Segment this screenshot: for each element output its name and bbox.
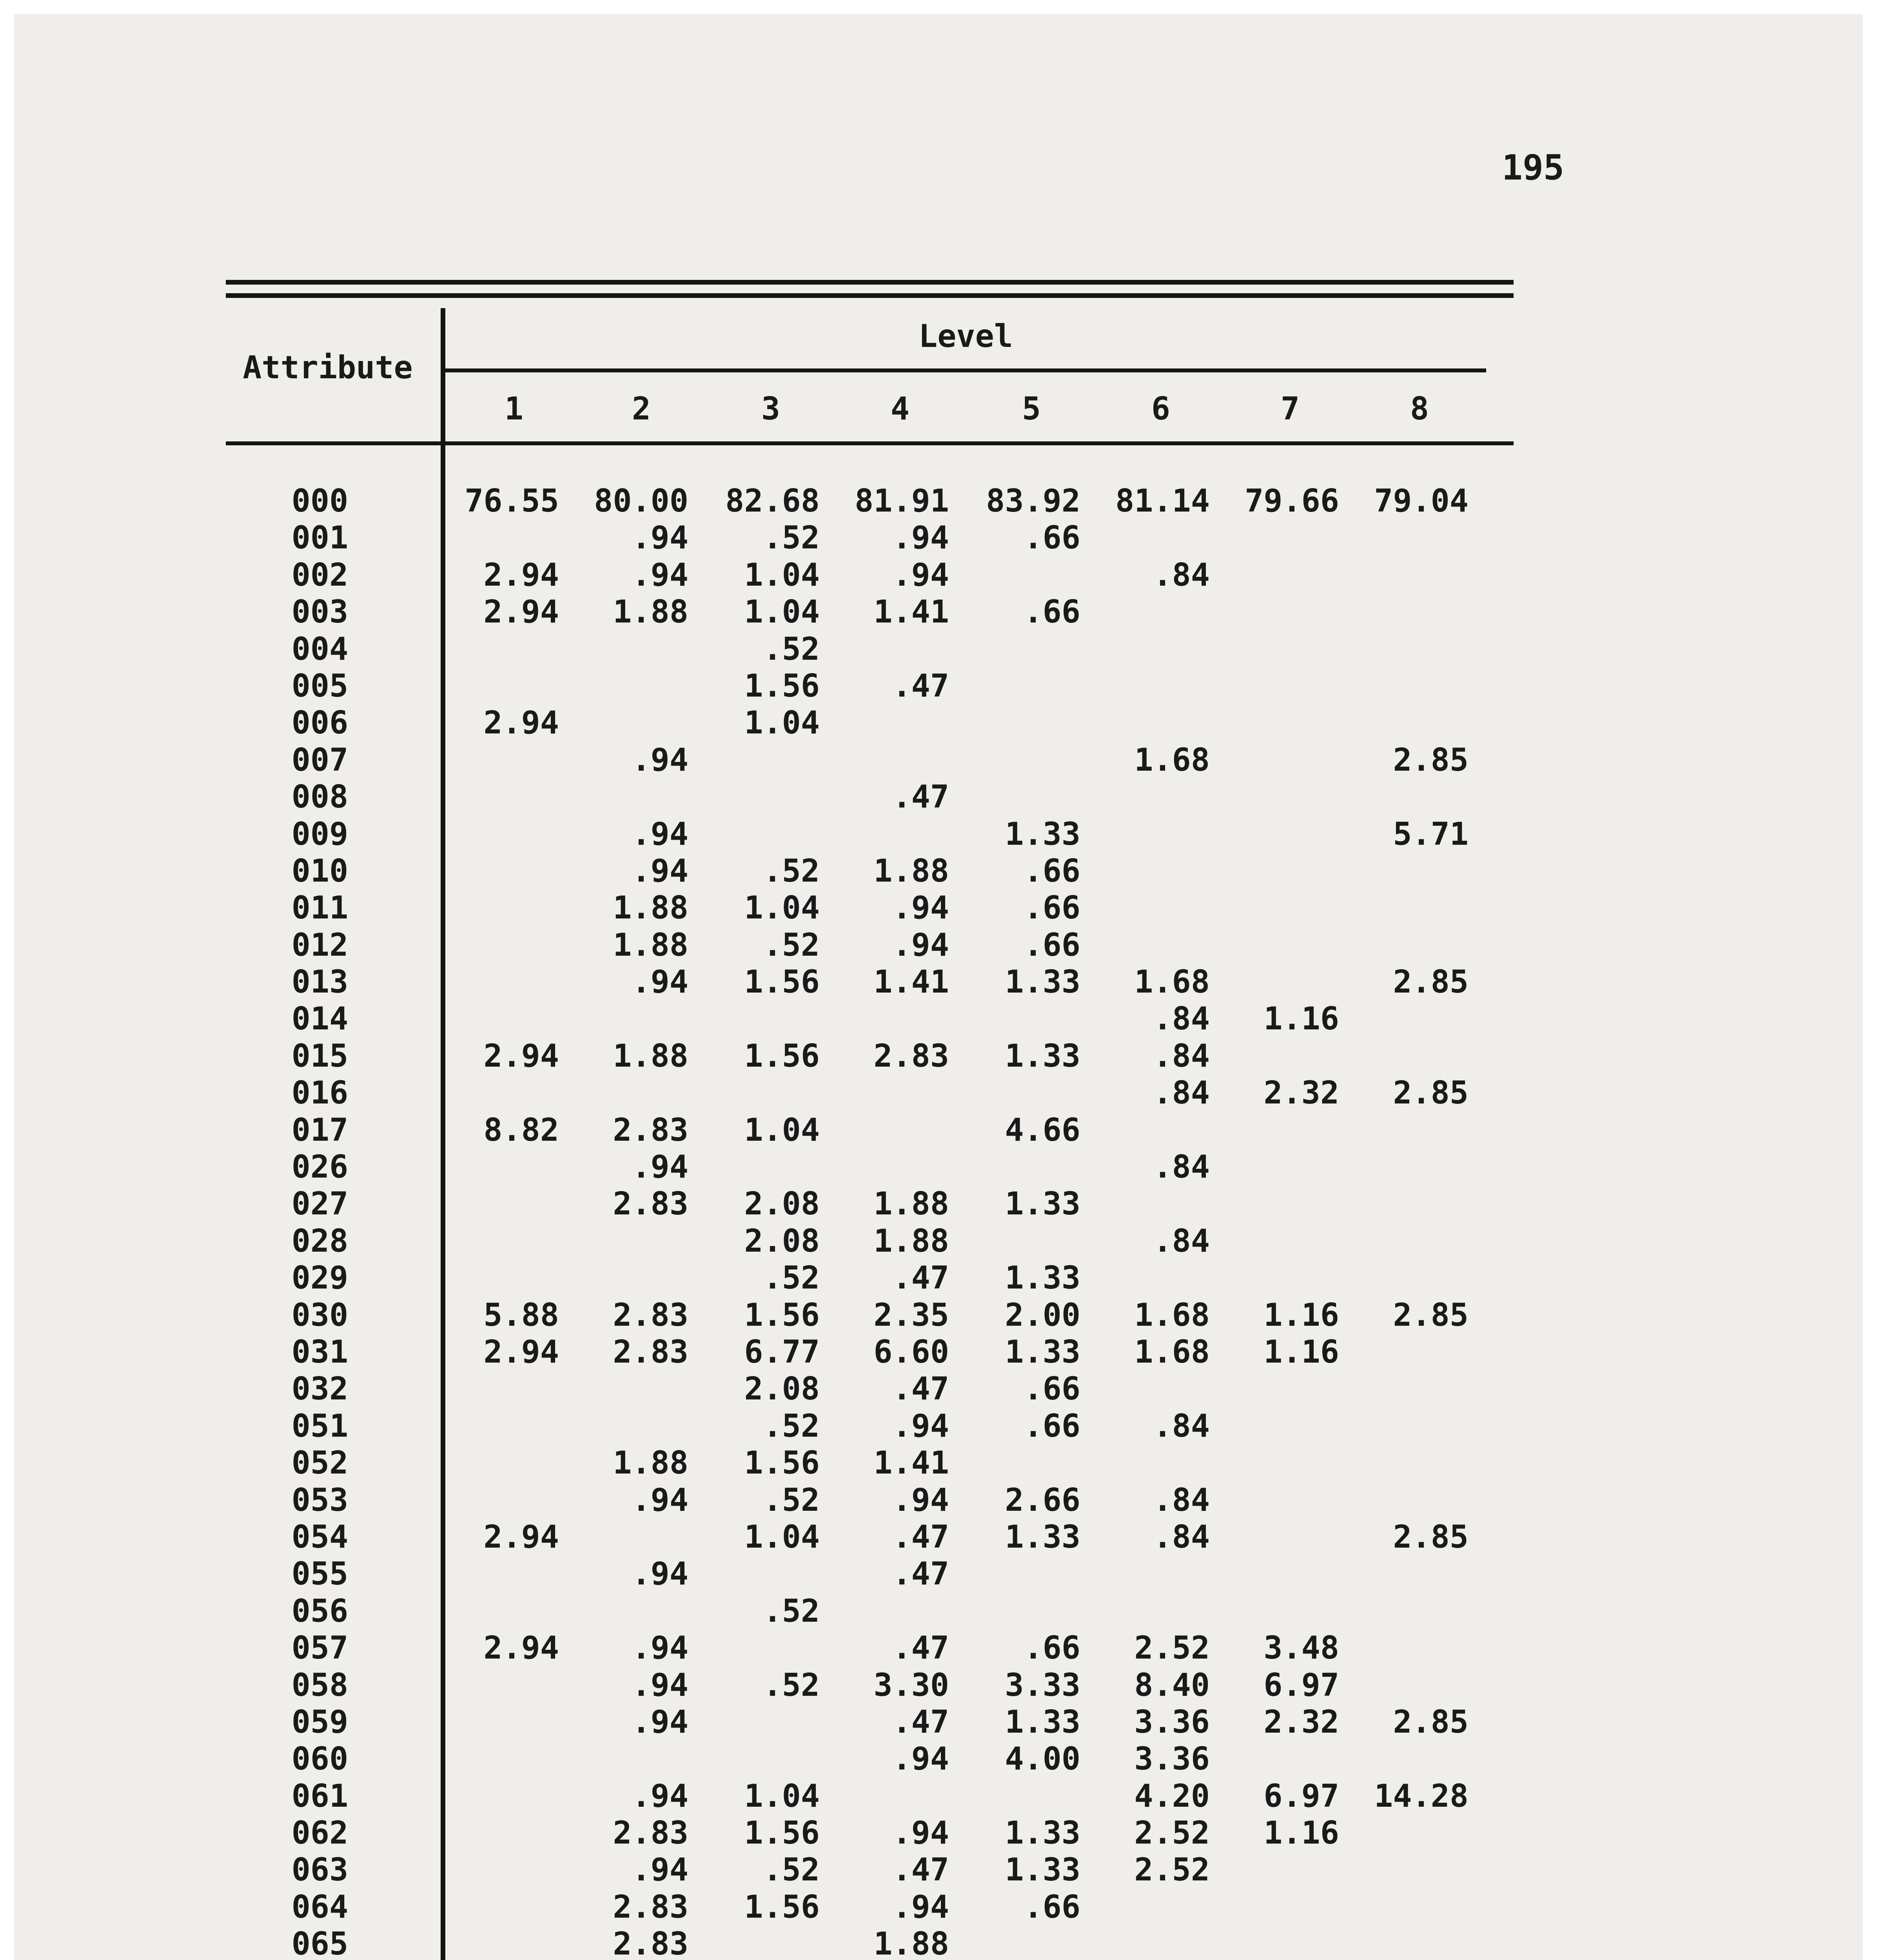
level-5-value: .66 bbox=[1024, 852, 1080, 889]
level-4-value: .47 bbox=[892, 1259, 949, 1296]
level-6-value: .84 bbox=[1153, 1481, 1210, 1518]
attribute-code: 012 bbox=[291, 926, 349, 963]
level-4-value: .47 bbox=[892, 779, 949, 815]
level-6-value: 1.68 bbox=[1134, 741, 1210, 778]
attribute-code: 058 bbox=[291, 1666, 349, 1703]
level-5-value: 1.33 bbox=[1005, 1851, 1080, 1888]
level-2-value: 1.88 bbox=[613, 889, 688, 926]
table-row bbox=[14, 1223, 1543, 1259]
level-3-value: .52 bbox=[763, 1592, 820, 1629]
attribute-code: 005 bbox=[291, 667, 349, 704]
level-6-value: 1.68 bbox=[1134, 1296, 1210, 1333]
level-header-1: 1 bbox=[504, 390, 524, 427]
level-4-value: .47 bbox=[892, 1370, 949, 1407]
level-6-value: .84 bbox=[1153, 1074, 1210, 1111]
table-row bbox=[14, 1370, 1543, 1407]
level-4-value: 3.30 bbox=[873, 1666, 949, 1703]
level-3-value: 2.08 bbox=[744, 1185, 820, 1222]
level-3-value: 1.04 bbox=[744, 1518, 820, 1555]
attribute-code: 010 bbox=[291, 852, 349, 889]
level-5-value: .66 bbox=[1024, 519, 1080, 556]
level-2-value: 80.00 bbox=[594, 483, 688, 519]
table-row bbox=[14, 557, 1543, 593]
level-4-value: 81.91 bbox=[855, 483, 949, 519]
level-6-value: .84 bbox=[1153, 1037, 1210, 1074]
attribute-code: 014 bbox=[291, 1000, 349, 1037]
level-2-value: .94 bbox=[632, 815, 688, 852]
table-row bbox=[14, 1889, 1543, 1926]
table-row bbox=[14, 889, 1543, 926]
level-3-value: .52 bbox=[763, 630, 820, 667]
attribute-code: 007 bbox=[291, 741, 349, 778]
attribute-code: 006 bbox=[291, 704, 349, 741]
level-3-value: 1.56 bbox=[744, 1445, 820, 1481]
level-6-value: 2.52 bbox=[1134, 1815, 1210, 1851]
level-6-value: 1.68 bbox=[1134, 964, 1210, 1000]
attribute-code: 063 bbox=[291, 1851, 349, 1888]
level-2-value: .94 bbox=[632, 852, 688, 889]
table-row bbox=[14, 1259, 1543, 1296]
table-row bbox=[14, 1482, 1543, 1519]
level-1-value: 2.94 bbox=[483, 1037, 559, 1074]
level-7-value: 1.16 bbox=[1263, 1815, 1339, 1851]
level-6-value: 2.52 bbox=[1134, 1851, 1210, 1888]
table-row bbox=[14, 1445, 1543, 1481]
level-2-value: 1.88 bbox=[613, 1445, 688, 1481]
table-row bbox=[14, 668, 1543, 704]
table-row bbox=[14, 1112, 1543, 1149]
page-number: 195 bbox=[1502, 147, 1564, 188]
level-7-value: 1.16 bbox=[1263, 1000, 1339, 1037]
level-2-value: 2.83 bbox=[613, 1815, 688, 1851]
attribute-code: 002 bbox=[291, 556, 349, 593]
level-4-value: 1.88 bbox=[873, 1926, 949, 1960]
table-row bbox=[14, 1667, 1543, 1704]
level-header-rule bbox=[445, 368, 1486, 372]
level-2-value: 1.88 bbox=[613, 1037, 688, 1074]
level-4-value: 1.88 bbox=[873, 852, 949, 889]
level-2-value: .94 bbox=[632, 556, 688, 593]
table-row bbox=[14, 1149, 1543, 1185]
table-row bbox=[14, 519, 1543, 556]
attribute-code: 056 bbox=[291, 1592, 349, 1629]
level-8-value: 2.85 bbox=[1393, 741, 1469, 778]
level-1-value: 2.94 bbox=[483, 1518, 559, 1555]
attribute-code: 057 bbox=[291, 1630, 349, 1666]
level-5-value: 4.66 bbox=[1005, 1111, 1080, 1148]
table-row bbox=[14, 1334, 1543, 1370]
attribute-code: 032 bbox=[291, 1370, 349, 1407]
level-3-value: 1.04 bbox=[744, 1777, 820, 1814]
attribute-code: 031 bbox=[291, 1333, 349, 1370]
level-5-value: 3.33 bbox=[1005, 1666, 1080, 1703]
level-4-value: 1.88 bbox=[873, 1185, 949, 1222]
level-6-value: 3.36 bbox=[1134, 1740, 1210, 1777]
table-row bbox=[14, 1704, 1543, 1740]
level-4-value: .94 bbox=[892, 926, 949, 963]
level-6-value: 4.20 bbox=[1134, 1777, 1210, 1814]
attribute-code: 009 bbox=[291, 815, 349, 852]
level-6-value: .84 bbox=[1153, 1518, 1210, 1555]
table-row bbox=[14, 1000, 1543, 1037]
level-6-value: .84 bbox=[1153, 1149, 1210, 1185]
level-3-value: .52 bbox=[763, 1407, 820, 1444]
attribute-code: 017 bbox=[291, 1111, 349, 1148]
table-row bbox=[14, 1778, 1543, 1815]
level-3-value: 1.56 bbox=[744, 1296, 820, 1333]
level-2-value: 1.88 bbox=[613, 593, 688, 630]
table-body bbox=[14, 483, 1543, 1960]
level-7-value: 2.32 bbox=[1263, 1703, 1339, 1740]
attribute-code: 051 bbox=[291, 1407, 349, 1444]
attribute-code: 059 bbox=[291, 1703, 349, 1740]
level-5-value: 1.33 bbox=[1005, 815, 1080, 852]
level-1-value: 2.94 bbox=[483, 593, 559, 630]
level-2-value: .94 bbox=[632, 1555, 688, 1592]
attribute-code: 011 bbox=[291, 889, 349, 926]
level-3-value: .52 bbox=[763, 926, 820, 963]
level-4-value: .47 bbox=[892, 1555, 949, 1592]
table-row bbox=[14, 927, 1543, 964]
level-5-value: 4.00 bbox=[1005, 1740, 1080, 1777]
level-4-value: .94 bbox=[892, 1481, 949, 1518]
level-3-value: .52 bbox=[763, 1851, 820, 1888]
level-6-value: .84 bbox=[1153, 1407, 1210, 1444]
level-2-value: 2.83 bbox=[613, 1333, 688, 1370]
level-3-value: 1.56 bbox=[744, 1888, 820, 1925]
level-4-value: .47 bbox=[892, 1630, 949, 1666]
level-7-value: 6.97 bbox=[1263, 1666, 1339, 1703]
table-row bbox=[14, 964, 1543, 1000]
table-row bbox=[14, 483, 1543, 519]
level-6-value: 3.36 bbox=[1134, 1703, 1210, 1740]
level-3-value: 1.56 bbox=[744, 667, 820, 704]
attribute-code: 026 bbox=[291, 1149, 349, 1185]
table-row bbox=[14, 1297, 1543, 1334]
table-row bbox=[14, 816, 1543, 853]
attribute-code: 060 bbox=[291, 1740, 349, 1777]
level-7-value: 2.32 bbox=[1263, 1074, 1339, 1111]
level-4-value: .94 bbox=[892, 556, 949, 593]
level-6-value: .84 bbox=[1153, 1000, 1210, 1037]
level-3-value: 1.04 bbox=[744, 704, 820, 741]
table-row bbox=[14, 1740, 1543, 1777]
level-8-value: 5.71 bbox=[1393, 815, 1469, 852]
level-header-7: 7 bbox=[1280, 390, 1300, 427]
level-8-value: 79.04 bbox=[1374, 483, 1469, 519]
level-1-value: 76.55 bbox=[465, 483, 559, 519]
level-1-value: 2.94 bbox=[483, 704, 559, 741]
level-4-value: .47 bbox=[892, 1518, 949, 1555]
level-5-value: .66 bbox=[1024, 1630, 1080, 1666]
level-8-value: 2.85 bbox=[1393, 1074, 1469, 1111]
table-row bbox=[14, 593, 1543, 630]
level-3-value: 1.56 bbox=[744, 1815, 820, 1851]
level-3-value: .52 bbox=[763, 519, 820, 556]
level-4-value: 6.60 bbox=[873, 1333, 949, 1370]
level-8-value: 14.28 bbox=[1374, 1777, 1469, 1814]
level-5-value: 1.33 bbox=[1005, 1259, 1080, 1296]
level-1-value: 5.88 bbox=[483, 1296, 559, 1333]
table-top-rule bbox=[226, 280, 1514, 285]
level-2-value: .94 bbox=[632, 741, 688, 778]
table-row bbox=[14, 853, 1543, 889]
level-5-value: .66 bbox=[1024, 889, 1080, 926]
table-row bbox=[14, 1408, 1543, 1445]
level-5-value: .66 bbox=[1024, 593, 1080, 630]
level-5-value: .66 bbox=[1024, 1370, 1080, 1407]
level-2-value: 2.83 bbox=[613, 1111, 688, 1148]
table-row bbox=[14, 1926, 1543, 1960]
level-2-value: .94 bbox=[632, 1703, 688, 1740]
level-header-8: 8 bbox=[1410, 390, 1429, 427]
attribute-code: 004 bbox=[291, 630, 349, 667]
attribute-code: 053 bbox=[291, 1481, 349, 1518]
level-4-value: .47 bbox=[892, 667, 949, 704]
level-5-value: 1.33 bbox=[1005, 964, 1080, 1000]
level-header-5: 5 bbox=[1022, 390, 1041, 427]
level-3-value: 1.04 bbox=[744, 889, 820, 926]
attribute-code: 001 bbox=[291, 519, 349, 556]
table-row bbox=[14, 1185, 1543, 1222]
attribute-code: 064 bbox=[291, 1888, 349, 1925]
table-row bbox=[14, 1851, 1543, 1888]
attribute-code: 029 bbox=[291, 1259, 349, 1296]
level-4-value: .94 bbox=[892, 1815, 949, 1851]
level-2-value: 1.88 bbox=[613, 926, 688, 963]
level-3-value: 82.68 bbox=[725, 483, 820, 519]
header-bottom-rule bbox=[226, 441, 1514, 445]
attribute-code: 055 bbox=[291, 1555, 349, 1592]
level-3-value: 1.56 bbox=[744, 1037, 820, 1074]
level-column-group-header: Level bbox=[919, 318, 1013, 354]
level-2-value: .94 bbox=[632, 519, 688, 556]
level-3-value: .52 bbox=[763, 1481, 820, 1518]
level-2-value: 2.83 bbox=[613, 1888, 688, 1925]
attribute-code: 003 bbox=[291, 593, 349, 630]
table-top-rule-second bbox=[226, 293, 1514, 298]
level-8-value: 2.85 bbox=[1393, 1518, 1469, 1555]
level-3-value: .52 bbox=[763, 1259, 820, 1296]
level-2-value: .94 bbox=[632, 964, 688, 1000]
level-1-value: 8.82 bbox=[483, 1111, 559, 1148]
table-row bbox=[14, 1038, 1543, 1074]
level-5-value: 1.33 bbox=[1005, 1518, 1080, 1555]
level-5-value: 1.33 bbox=[1005, 1185, 1080, 1222]
level-7-value: 1.16 bbox=[1263, 1333, 1339, 1370]
level-7-value: 79.66 bbox=[1245, 483, 1339, 519]
level-8-value: 2.85 bbox=[1393, 1296, 1469, 1333]
level-3-value: 1.04 bbox=[744, 1111, 820, 1148]
level-5-value: 1.33 bbox=[1005, 1333, 1080, 1370]
level-4-value: .94 bbox=[892, 1407, 949, 1444]
level-8-value: 2.85 bbox=[1393, 964, 1469, 1000]
level-4-value: .47 bbox=[892, 1703, 949, 1740]
table-row bbox=[14, 742, 1543, 779]
level-4-value: .94 bbox=[892, 519, 949, 556]
table-row bbox=[14, 1074, 1543, 1111]
level-2-value: 2.83 bbox=[613, 1926, 688, 1960]
level-3-value: 1.04 bbox=[744, 593, 820, 630]
attribute-code: 054 bbox=[291, 1518, 349, 1555]
level-1-value: 2.94 bbox=[483, 1630, 559, 1666]
level-4-value: 2.35 bbox=[873, 1296, 949, 1333]
attribute-code: 015 bbox=[291, 1037, 349, 1074]
level-header-2: 2 bbox=[632, 390, 651, 427]
attribute-code: 016 bbox=[291, 1074, 349, 1111]
level-6-value: .84 bbox=[1153, 556, 1210, 593]
level-2-value: 2.83 bbox=[613, 1185, 688, 1222]
level-3-value: 1.04 bbox=[744, 556, 820, 593]
attribute-code: 065 bbox=[291, 1926, 349, 1960]
table-row bbox=[14, 704, 1543, 741]
level-1-value: 2.94 bbox=[483, 1333, 559, 1370]
level-3-value: .52 bbox=[763, 852, 820, 889]
table-row bbox=[14, 1519, 1543, 1555]
level-4-value: 1.41 bbox=[873, 964, 949, 1000]
level-5-value: 1.33 bbox=[1005, 1703, 1080, 1740]
attribute-code: 013 bbox=[291, 964, 349, 1000]
level-4-value: .94 bbox=[892, 1740, 949, 1777]
level-5-value: 1.33 bbox=[1005, 1815, 1080, 1851]
level-5-value: 83.92 bbox=[986, 483, 1080, 519]
level-4-value: 2.83 bbox=[873, 1037, 949, 1074]
level-3-value: .52 bbox=[763, 1666, 820, 1703]
level-4-value: .94 bbox=[892, 1888, 949, 1925]
attribute-code: 030 bbox=[291, 1296, 349, 1333]
level-1-value: 2.94 bbox=[483, 556, 559, 593]
attribute-code: 000 bbox=[291, 483, 349, 519]
level-8-value: 2.85 bbox=[1393, 1703, 1469, 1740]
level-3-value: 6.77 bbox=[744, 1333, 820, 1370]
level-2-value: .94 bbox=[632, 1777, 688, 1814]
attribute-code: 052 bbox=[291, 1445, 349, 1481]
level-5-value: 2.66 bbox=[1005, 1481, 1080, 1518]
level-6-value: 1.68 bbox=[1134, 1333, 1210, 1370]
level-5-value: 1.33 bbox=[1005, 1037, 1080, 1074]
level-3-value: 1.56 bbox=[744, 964, 820, 1000]
level-2-value: .94 bbox=[632, 1851, 688, 1888]
level-header-6: 6 bbox=[1151, 390, 1171, 427]
level-6-value: 2.52 bbox=[1134, 1630, 1210, 1666]
level-header-3: 3 bbox=[761, 390, 781, 427]
level-4-value: .47 bbox=[892, 1851, 949, 1888]
level-2-value: .94 bbox=[632, 1149, 688, 1185]
level-4-value: 1.41 bbox=[873, 593, 949, 630]
level-7-value: 3.48 bbox=[1263, 1630, 1339, 1666]
level-4-value: .94 bbox=[892, 889, 949, 926]
level-2-value: .94 bbox=[632, 1481, 688, 1518]
level-6-value: 8.40 bbox=[1134, 1666, 1210, 1703]
table-row bbox=[14, 779, 1543, 815]
attribute-code: 061 bbox=[291, 1777, 349, 1814]
level-3-value: 2.08 bbox=[744, 1370, 820, 1407]
table-row bbox=[14, 1593, 1543, 1630]
level-4-value: 1.41 bbox=[873, 1445, 949, 1481]
table-row bbox=[14, 1555, 1543, 1592]
attribute-code: 008 bbox=[291, 779, 349, 815]
level-7-value: 1.16 bbox=[1263, 1296, 1339, 1333]
level-5-value: .66 bbox=[1024, 1888, 1080, 1925]
level-5-value: 2.00 bbox=[1005, 1296, 1080, 1333]
level-7-value: 6.97 bbox=[1263, 1777, 1339, 1814]
table-row bbox=[14, 631, 1543, 668]
attribute-code: 028 bbox=[291, 1222, 349, 1259]
level-5-value: .66 bbox=[1024, 926, 1080, 963]
table-row bbox=[14, 1815, 1543, 1851]
attribute-code: 027 bbox=[291, 1185, 349, 1222]
level-4-value: 1.88 bbox=[873, 1222, 949, 1259]
level-header-4: 4 bbox=[890, 390, 910, 427]
level-2-value: .94 bbox=[632, 1666, 688, 1703]
table-row bbox=[14, 1630, 1543, 1666]
level-2-value: .94 bbox=[632, 1630, 688, 1666]
level-2-value: 2.83 bbox=[613, 1296, 688, 1333]
level-3-value: 2.08 bbox=[744, 1222, 820, 1259]
level-6-value: 81.14 bbox=[1115, 483, 1210, 519]
attribute-code: 062 bbox=[291, 1815, 349, 1851]
level-5-value: .66 bbox=[1024, 1407, 1080, 1444]
document-page bbox=[14, 14, 1863, 1960]
level-6-value: .84 bbox=[1153, 1222, 1210, 1259]
attribute-column-header: Attribute bbox=[243, 349, 413, 386]
